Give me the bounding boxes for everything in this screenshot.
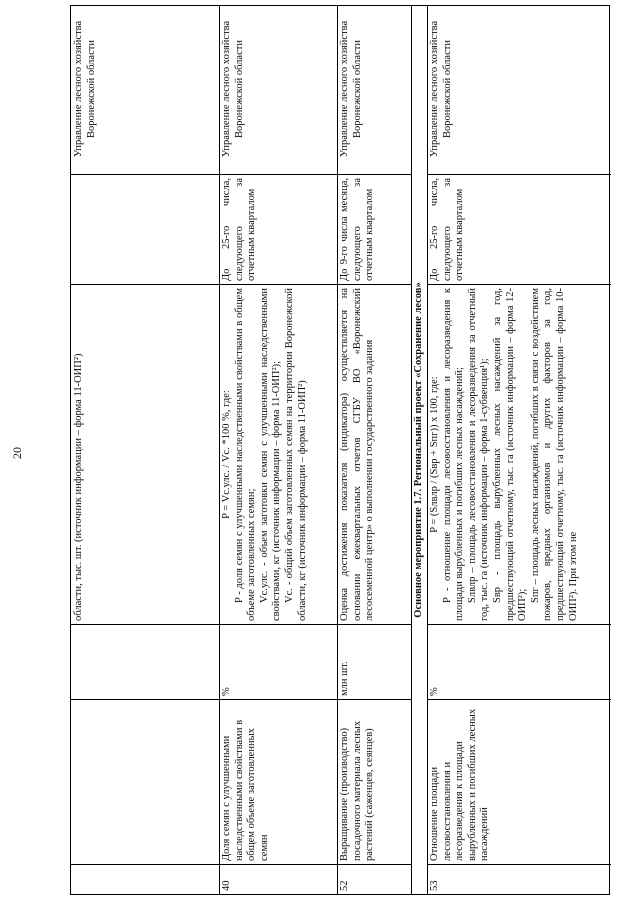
row-number	[71, 864, 219, 894]
formula-line: Оценка достижения показателя (индикатора) осуществляется на основании ежеквартальных отчетов СГБУ ВО «Воронежский лесосеменной центр» о выполнении государственного задания	[339, 288, 376, 621]
formula-line: P = (Sлвлр / (Sвр + Sпг)) x 100, где:	[429, 376, 440, 533]
deadline: До 9-го числа месяца, следующего за отчетным кварталом	[337, 174, 411, 284]
formula-line: Sлвлр – площадь лесовосстановления и лесоразведения за отчетный год, тыс. га (источник информации – форма 1-субвенция¹);	[466, 288, 491, 621]
formula-line: P = Vc.улс. / Vc. *100 %, где:	[221, 390, 232, 519]
rotated-page	[70, 5, 610, 895]
row-number: 40	[219, 864, 337, 894]
indicator-name: Доля семян с улучшенными наследственными свойствами в общем объеме заготовленных семян	[219, 699, 337, 864]
unit: %	[427, 624, 611, 699]
section-heading: Основное мероприятие 1.7. Региональный проект «Сохранение лесов»	[413, 282, 424, 618]
formula-cell	[219, 284, 337, 624]
formula-line: Sпг – площадь лесных насаждений, погибших в связи с воздействием пожаров, вредных организмов и других факторов за год, предшествующий отчетному, тыс. га (источник информации – форма 10-ОИП²). При этом не	[529, 288, 579, 621]
indicators-table	[70, 5, 610, 895]
indicator-name	[71, 699, 219, 864]
formula-line: Vc. - общий объем заготовленных семян на территории Воронежской области, кг (источник информации – форма 11-ОИП²)	[283, 288, 308, 621]
formula-cell	[427, 284, 611, 624]
indicator-name: Выращивание (производство) посадочного материала лесных растений (саженцев, сеянцев)	[337, 699, 411, 864]
table-row	[337, 6, 411, 894]
unit: %	[219, 624, 337, 699]
row-number: 53	[427, 864, 611, 894]
deadline	[71, 174, 219, 284]
formula-line: P - доля семян с улучшенными наследственными свойствами в общем объеме заготовленных семян;	[233, 288, 258, 621]
responsible: Управление лесного хозяйства Воронежской области	[221, 20, 245, 158]
unit	[71, 624, 219, 699]
table-row	[427, 6, 611, 894]
page-number: 20	[10, 447, 24, 459]
formula-line: Sвр - площадь вырубленных лесных насаждений за год, предшествующий отчетному, тыс. га (источник информации – форма 12-ОИП²);	[491, 288, 529, 621]
responsible: Управление лесного хозяйства Воронежской области	[339, 20, 363, 158]
formula-line: P - отношение площади лесовосстановления и лесоразведения к площади вырубленных и погибших лесных насаждений;	[441, 288, 466, 621]
formula-line: области, тыс. шт. (источник информации – форма 11-ОИП²)	[73, 353, 84, 621]
responsible: Управление лесного хозяйства Воронежской области	[429, 20, 453, 158]
formula-cell	[71, 284, 219, 624]
formula-line: Vc.улс. - объем заготовки семян с улучшенными наследственными свойствами, кг (источник информации – форма 11-ОИП²);	[258, 288, 283, 621]
formula-cell	[337, 284, 411, 624]
deadline: До 25-го числа, следующего за отчетным кварталом	[219, 174, 337, 284]
table-row	[219, 6, 337, 894]
table-row	[71, 6, 219, 894]
indicator-name: Отношение площади лесовосстановления и лесоразведения к площади вырубленных и погибших лесных насаждений	[427, 699, 611, 864]
unit: млн шт.	[337, 624, 411, 699]
responsible: Управление лесного хозяйства Воронежской области	[73, 20, 97, 158]
deadline: До 25-го числа, следующего за отчетным кварталом	[427, 174, 611, 284]
row-number: 52	[337, 864, 411, 894]
